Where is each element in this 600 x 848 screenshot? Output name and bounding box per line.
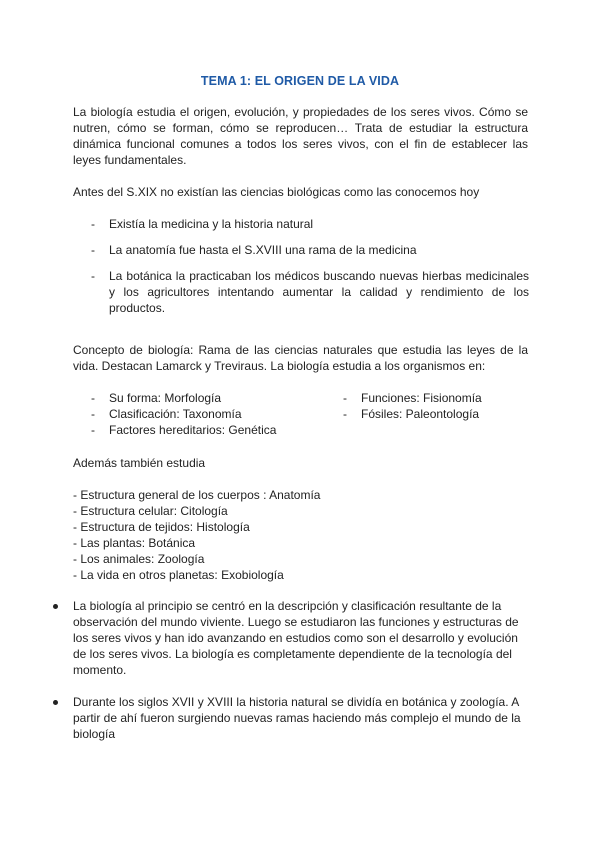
list-item: - Los animales: Zoología: [73, 552, 205, 566]
list-item: - Estructura celular: Citología: [73, 504, 228, 518]
dash-marker: -: [91, 243, 95, 257]
before-xix-paragraph: Antes del S.XIX no existían las ciencias biológicas como las conocemos hoy: [73, 185, 480, 199]
intro-paragraph: La biología estudia el origen, evolución, y propiedades de los seres vivos. Cómo se nutren, cómo se forman, cómo se reproducen… Trata de estudiar la estructura dinámica funcional comunes a todos los seres vivos, con el fin de establecer las leyes fundamentales.: [73, 105, 528, 167]
list-item: - Las plantas: Botánica: [73, 536, 196, 550]
dash-marker: -: [91, 269, 95, 283]
study-item-genetics: - Factores hereditarios: Genética: [91, 423, 277, 437]
concept-paragraph: Concepto de biología: Rama de las ciencias naturales que estudia las leyes de la vida. Destacan Lamarck y Treviraus. La biología estudia a los organismos en:: [73, 343, 528, 373]
list-item: - Existía la medicina y la historia natural: [91, 217, 314, 231]
study-item-morphology: - Su forma: Morfología: [91, 391, 222, 405]
list-item: - La botánica la practicaban los médicos buscando nuevas hierbas medicinales y los agricultores intentando aumentar la calidad y rendimiento de los productos.: [91, 269, 529, 315]
list-item: - La anatomía fue hasta el S.XVIII una rama de la medicina: [91, 243, 417, 257]
study-item-physiology: - Funciones: Fisionomía: [343, 391, 482, 405]
dash-marker: -: [91, 217, 95, 231]
page-title: TEMA 1: EL ORIGEN DE LA VIDA: [200, 74, 400, 88]
list-item: - Estructura de tejidos: Histología: [73, 520, 250, 534]
study-item-paleontology: - Fósiles: Paleontología: [343, 407, 480, 421]
history-list: [0, 216, 529, 316]
list-item: - Estructura general de los cuerpos : Anatomía: [73, 488, 321, 502]
bullet-dot-icon: [53, 604, 58, 609]
bullet-dot-icon: [53, 700, 58, 705]
branches-list: [73, 487, 320, 583]
document-page: TEMA 1: EL ORIGEN DE LA VIDA La biología estudia el origen, evolución, y propiedades de los seres vivos. Cómo se nutren, cómo se forman, cómo se reproducen… Trata de estudiar la estructura dinámica funcional comunes a todos los seres vivos, con el fin de establecer las leyes fundamentales. Antes del S.XIX no existían las ciencias biológicas como las conocemos hoy - Existía la medicina y la historia natural - La anatomía fue hasta el S.XVIII una rama de la medicina - La botánica la practicaban los médicos buscando nuevas hierbas medicinales y los agricultores intentando aumentar la calidad y rendimiento de los productos. Concepto de biología: Rama de las ciencias naturales que estudia las leyes de la vida. Destacan Lamarck y Treviraus. La biología estudia a los organismos en: - Su forma: Morfología - Clasificación: Taxonomía - Factores hereditarios: Genética - Funciones: Fisionomía - Fósiles: Paleontología Además también estudia - Estructura general de los cuerpos : Anatomía - Estructura celular: Citología - Estructura de tejidos: Histología - Las plantas: Botánica - Los animales: Zoología - La vida en otros planetas: Exobiología La biología al principio se centró en la descripción y clasificación resultante de la observación del mundo viviente. Luego se estudiaron las funciones y estructuras de los seres vivos y han ido avanzando en estudios como son el desarrollo y evolución de los seres vivos. La biología es completamente dependiente de la tecnología del momento. Durante los siglos XVII y XVIII la historia natural se dividía en botánica y zoología. A partir de ahí fueron surgiendo nuevas ramas haciendo más complejo el mundo de la biología: [0, 0, 600, 848]
list-item: - La vida en otros planetas: Exobiología: [73, 568, 284, 582]
also-study-heading: Además también estudia: [73, 456, 206, 470]
study-item-taxonomy: - Clasificación: Taxonomía: [91, 407, 242, 421]
